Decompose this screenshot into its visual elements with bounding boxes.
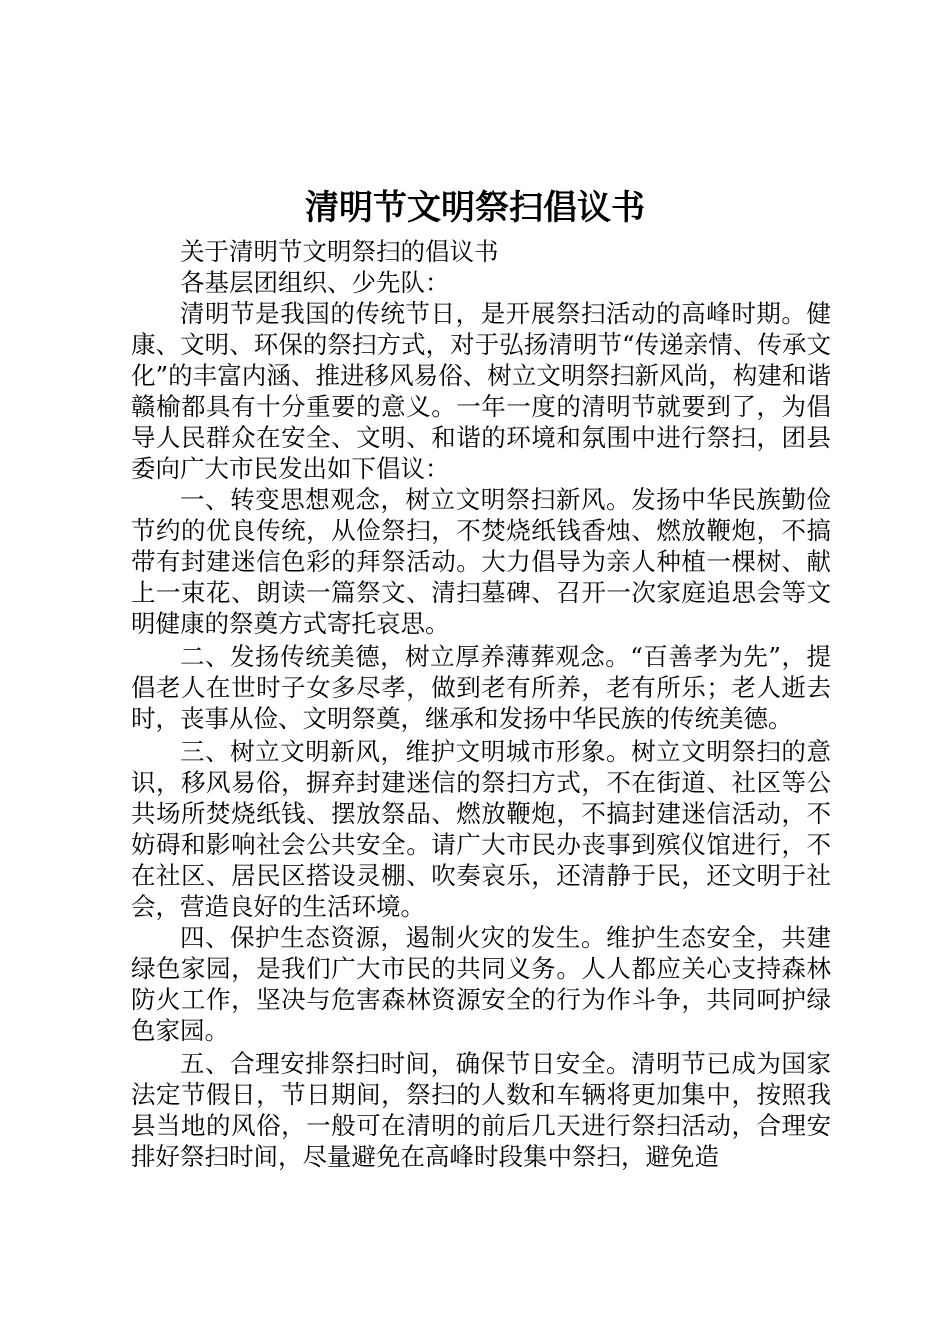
document-title: 清明节文明祭扫倡议书 — [305, 188, 645, 228]
paragraph-intro: 清明节是我国的传统节日，是开展祭扫活动的高峰时期。健康、文明、环保的祭扫方式，对于弘扬清明节“传递亲情、传承文化”的丰富内涵、推进移风易俗、树立文明祭扫新风尚，构建和谐赣榆都具有十分重要的意义。一年一度的清明节就要到了，为倡导人民群众在安全、文明、和谐的环境和氛围中进行祭扫，团县委向广大市民发出如下倡议： — [131, 299, 831, 483]
paragraph-item-1: 一、转变思想观念，树立文明祭扫新风。发扬中华民族勤俭节约的优良传统，从俭祭扫，不焚烧纸钱香烛、燃放鞭炮，不搞带有封建迷信色彩的拜祭活动。大力倡导为亲人种植一棵树、献上一束花、朗读一篇祭文、清扫墓碑、召开一次家庭追思会等文明健康的祭奠方式寄托哀思。 — [131, 485, 831, 638]
document-salutation: 各基层团组织、少先队： — [180, 268, 450, 297]
paragraph-item-3: 三、树立文明新风，维护文明城市形象。树立文明祭扫的意识，移风易俗，摒弃封建迷信的祭扫方式，不在街道、社区等公共场所焚烧纸钱、摆放祭品、燃放鞭炮，不搞封建迷信活动，不妨碍和影响社会公共安全。请广大市民办丧事到殡仪馆进行，不在社区、居民区搭设灵棚、吹奏哀乐，还清静于民，还文明于社会，营造良好的生活环境。 — [131, 737, 831, 921]
paragraph-item-2: 二、发扬传统美德，树立厚养薄葬观念。“百善孝为先”，提倡老人在世时子女多尽孝，做到老有所养，老有所乐；老人逝去时，丧事从俭、文明祭奠，继承和发扬中华民族的传统美德。 — [131, 642, 831, 733]
document-body — [131, 236, 831, 1172]
document-subtitle: 关于清明节文明祭扫的倡议书 — [180, 237, 499, 266]
paragraph-item-5: 五、合理安排祭扫时间，确保节日安全。清明节已成为国家法定节假日，节日期间，祭扫的人数和车辆将更加集中，按照我县当地的风俗，一般可在清明的前后几天进行祭扫活动，合理安排好祭扫时间，尽量避免在高峰时段集中祭扫，避免造 — [131, 1049, 831, 1171]
paragraph-item-4: 四、保护生态资源，遏制火灾的发生。维护生态安全，共建绿色家园，是我们广大市民的共同义务。人人都应关心支持森林防火工作，坚决与危害森林资源安全的行为作斗争，共同呵护绿色家园。 — [131, 923, 831, 1045]
